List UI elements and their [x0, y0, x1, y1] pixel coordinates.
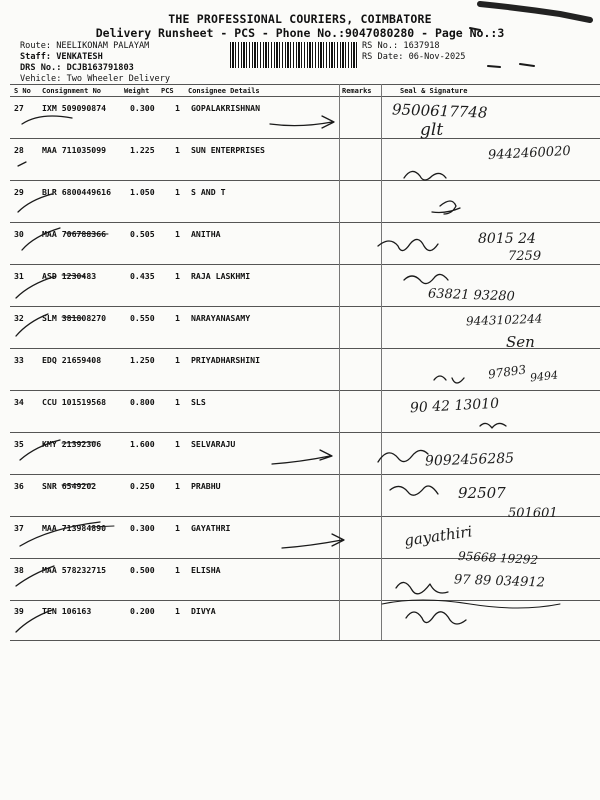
- handwritten-phone: 9442460020: [487, 143, 572, 164]
- handwritten-signature: Sen: [506, 333, 535, 351]
- handwritten-phone: 8015 24: [478, 231, 536, 247]
- handwritten-phone: 9092456285: [424, 450, 515, 470]
- row-pcs: 1: [175, 565, 180, 575]
- row-sno: 28: [14, 145, 24, 155]
- col-header-signature: Seal & Signature: [400, 87, 468, 95]
- vehicle-label: Vehicle: Two Wheeler Delivery: [20, 74, 171, 84]
- col-header-pcs: PCS: [161, 87, 174, 95]
- row-pcs: 1: [175, 355, 180, 365]
- row-consignment-no: SLM 381808270: [42, 313, 107, 323]
- row-sno: 31: [14, 271, 24, 281]
- handwritten-phone: 7259: [508, 249, 542, 264]
- checkmark: [18, 194, 52, 212]
- row-consignment-no: CCU 101519568: [42, 397, 107, 407]
- handwritten-phone: 90 42 13010: [409, 395, 500, 417]
- row-weight: 0.500: [130, 565, 155, 575]
- row-weight: 1.050: [130, 187, 155, 197]
- checkmark: [16, 610, 52, 632]
- row-sno: 32: [14, 313, 24, 323]
- col-header-remarks: Remarks: [342, 87, 372, 95]
- handwritten-phone: 92507: [458, 484, 506, 502]
- row-consignee: GOPALAKRISHNAN: [191, 103, 261, 113]
- row-pcs: 1: [175, 313, 180, 323]
- route-label: Route: NEELIKONAM PALAYAM: [20, 41, 150, 51]
- row-consignment-no: ASD 1230483: [42, 271, 97, 281]
- drs-number: DRS No.: DCJB163791803: [20, 63, 134, 73]
- checkmark: [16, 276, 56, 298]
- handwritten-phone: 9494: [529, 368, 559, 385]
- runsheet-subtitle: Delivery Runsheet - PCS - Phone No.:9047080280 - Page No.:3: [95, 26, 505, 40]
- arrow-icon: [272, 450, 332, 464]
- signature-mark: [434, 376, 464, 383]
- row-consignment-no: EDQ 21659408: [42, 355, 102, 365]
- row-pcs: 1: [175, 145, 180, 155]
- row-consignment-no: TEN 106163: [42, 606, 92, 616]
- row-sno: 38: [14, 565, 24, 575]
- signature-mark: [396, 582, 448, 593]
- signature-mark: [382, 600, 560, 608]
- signature-mark: [404, 171, 446, 180]
- signature-mark: [406, 612, 466, 624]
- arrow-icon: [270, 116, 334, 128]
- handwritten-signature: glt: [420, 120, 444, 140]
- row-consignee: SUN ENTERPRISES: [191, 145, 265, 155]
- row-sno: 33: [14, 355, 24, 365]
- row-consignment-no: IXM 509090874: [42, 103, 107, 113]
- checkmark: [18, 162, 26, 166]
- row-pcs: 1: [175, 271, 180, 281]
- col-header-weight: Weight: [124, 87, 150, 95]
- row-consignee: ANITHA: [191, 229, 221, 239]
- staff-label: Staff: VENKATESH: [20, 52, 103, 62]
- row-consignee: PRABHU: [191, 481, 221, 491]
- company-title: THE PROFESSIONAL COURIERS, COIMBATORE: [168, 12, 432, 26]
- row-sno: 37: [14, 523, 24, 533]
- row-weight: 0.505: [130, 229, 155, 239]
- row-pcs: 1: [175, 229, 180, 239]
- row-pcs: 1: [175, 103, 180, 113]
- signature-mark: [480, 423, 506, 428]
- row-weight: 1.600: [130, 439, 155, 449]
- row-consignee: ELISHA: [191, 565, 221, 575]
- row-weight: 0.300: [130, 103, 155, 113]
- row-sno: 27: [14, 103, 24, 113]
- rs-date: RS Date: 06-Nov-2025: [362, 52, 466, 62]
- row-sno: 36: [14, 481, 24, 491]
- checkmark: [16, 566, 54, 586]
- row-weight: 1.250: [130, 355, 155, 365]
- checkmark: [20, 522, 100, 546]
- checkmark: [22, 116, 72, 124]
- row-sno: 29: [14, 187, 24, 197]
- row-sno: 39: [14, 606, 24, 616]
- row-pcs: 1: [175, 523, 180, 533]
- row-pcs: 1: [175, 606, 180, 616]
- row-consignment-no: MAA 578232715: [42, 565, 107, 575]
- row-weight: 1.225: [130, 145, 155, 155]
- row-consignment-no: SNR 6549202: [42, 481, 97, 491]
- handwritten-phone: 95668 19292: [457, 548, 539, 568]
- row-consignee: GAYATHRI: [191, 523, 231, 533]
- handwritten-phone: 9500617748: [391, 100, 488, 122]
- row-consignee: NARAYANASAMY: [191, 313, 251, 323]
- row-pcs: 1: [175, 439, 180, 449]
- signature-mark: [404, 274, 448, 283]
- row-consignment-no: MAA 711035099: [42, 145, 107, 155]
- col-header-sno: S No: [14, 87, 31, 95]
- row-pcs: 1: [175, 187, 180, 197]
- row-consignment-no: KMY 21392306: [42, 439, 102, 449]
- rs-number: RS No.: 1637918: [362, 41, 440, 51]
- ink-smudge: [480, 4, 590, 20]
- row-sno: 30: [14, 229, 24, 239]
- signature-mark: [390, 486, 438, 495]
- row-consignment-no: MAA 713984890: [42, 523, 107, 533]
- handwritten-phone: 9443102244: [465, 311, 543, 329]
- row-sno: 35: [14, 439, 24, 449]
- handwritten-signature: gayathiri: [403, 522, 474, 550]
- row-weight: 0.200: [130, 606, 155, 616]
- row-weight: 0.435: [130, 271, 155, 281]
- row-consignment-no: MAA 706788366: [42, 229, 107, 239]
- handwritten-phone: 501601: [508, 506, 558, 521]
- row-weight: 0.300: [130, 523, 155, 533]
- handwritten-phone: 63821 93280: [427, 286, 516, 305]
- row-pcs: 1: [175, 481, 180, 491]
- row-consignee: DIVYA: [191, 606, 216, 616]
- row-consignee: RAJA LASKHMI: [191, 271, 251, 281]
- row-pcs: 1: [175, 397, 180, 407]
- row-consignee: SELVARAJU: [191, 439, 236, 449]
- row-consignment-no: BLR 6800449616: [42, 187, 112, 197]
- row-consignee: SLS: [191, 397, 206, 407]
- row-weight: 0.550: [130, 313, 155, 323]
- row-weight: 0.250: [130, 481, 155, 491]
- checkmark: [20, 440, 60, 460]
- row-weight: 0.800: [130, 397, 155, 407]
- signature-mark: [432, 201, 460, 214]
- checkmark: [16, 314, 48, 336]
- row-consignee: PRIYADHARSHINI: [191, 355, 261, 365]
- handwritten-phone: 97 89 034912: [453, 572, 546, 591]
- signature-mark: [378, 450, 428, 462]
- col-header-consignee: Consignee Details: [188, 87, 260, 95]
- arrow-icon: [282, 534, 344, 548]
- col-header-consignment: Consignment No: [42, 87, 102, 95]
- row-sno: 34: [14, 397, 24, 407]
- checkmark: [22, 228, 60, 250]
- row-consignee: S AND T: [191, 187, 226, 197]
- signature-mark: [378, 239, 438, 250]
- handwritten-phone: 97893: [487, 362, 527, 382]
